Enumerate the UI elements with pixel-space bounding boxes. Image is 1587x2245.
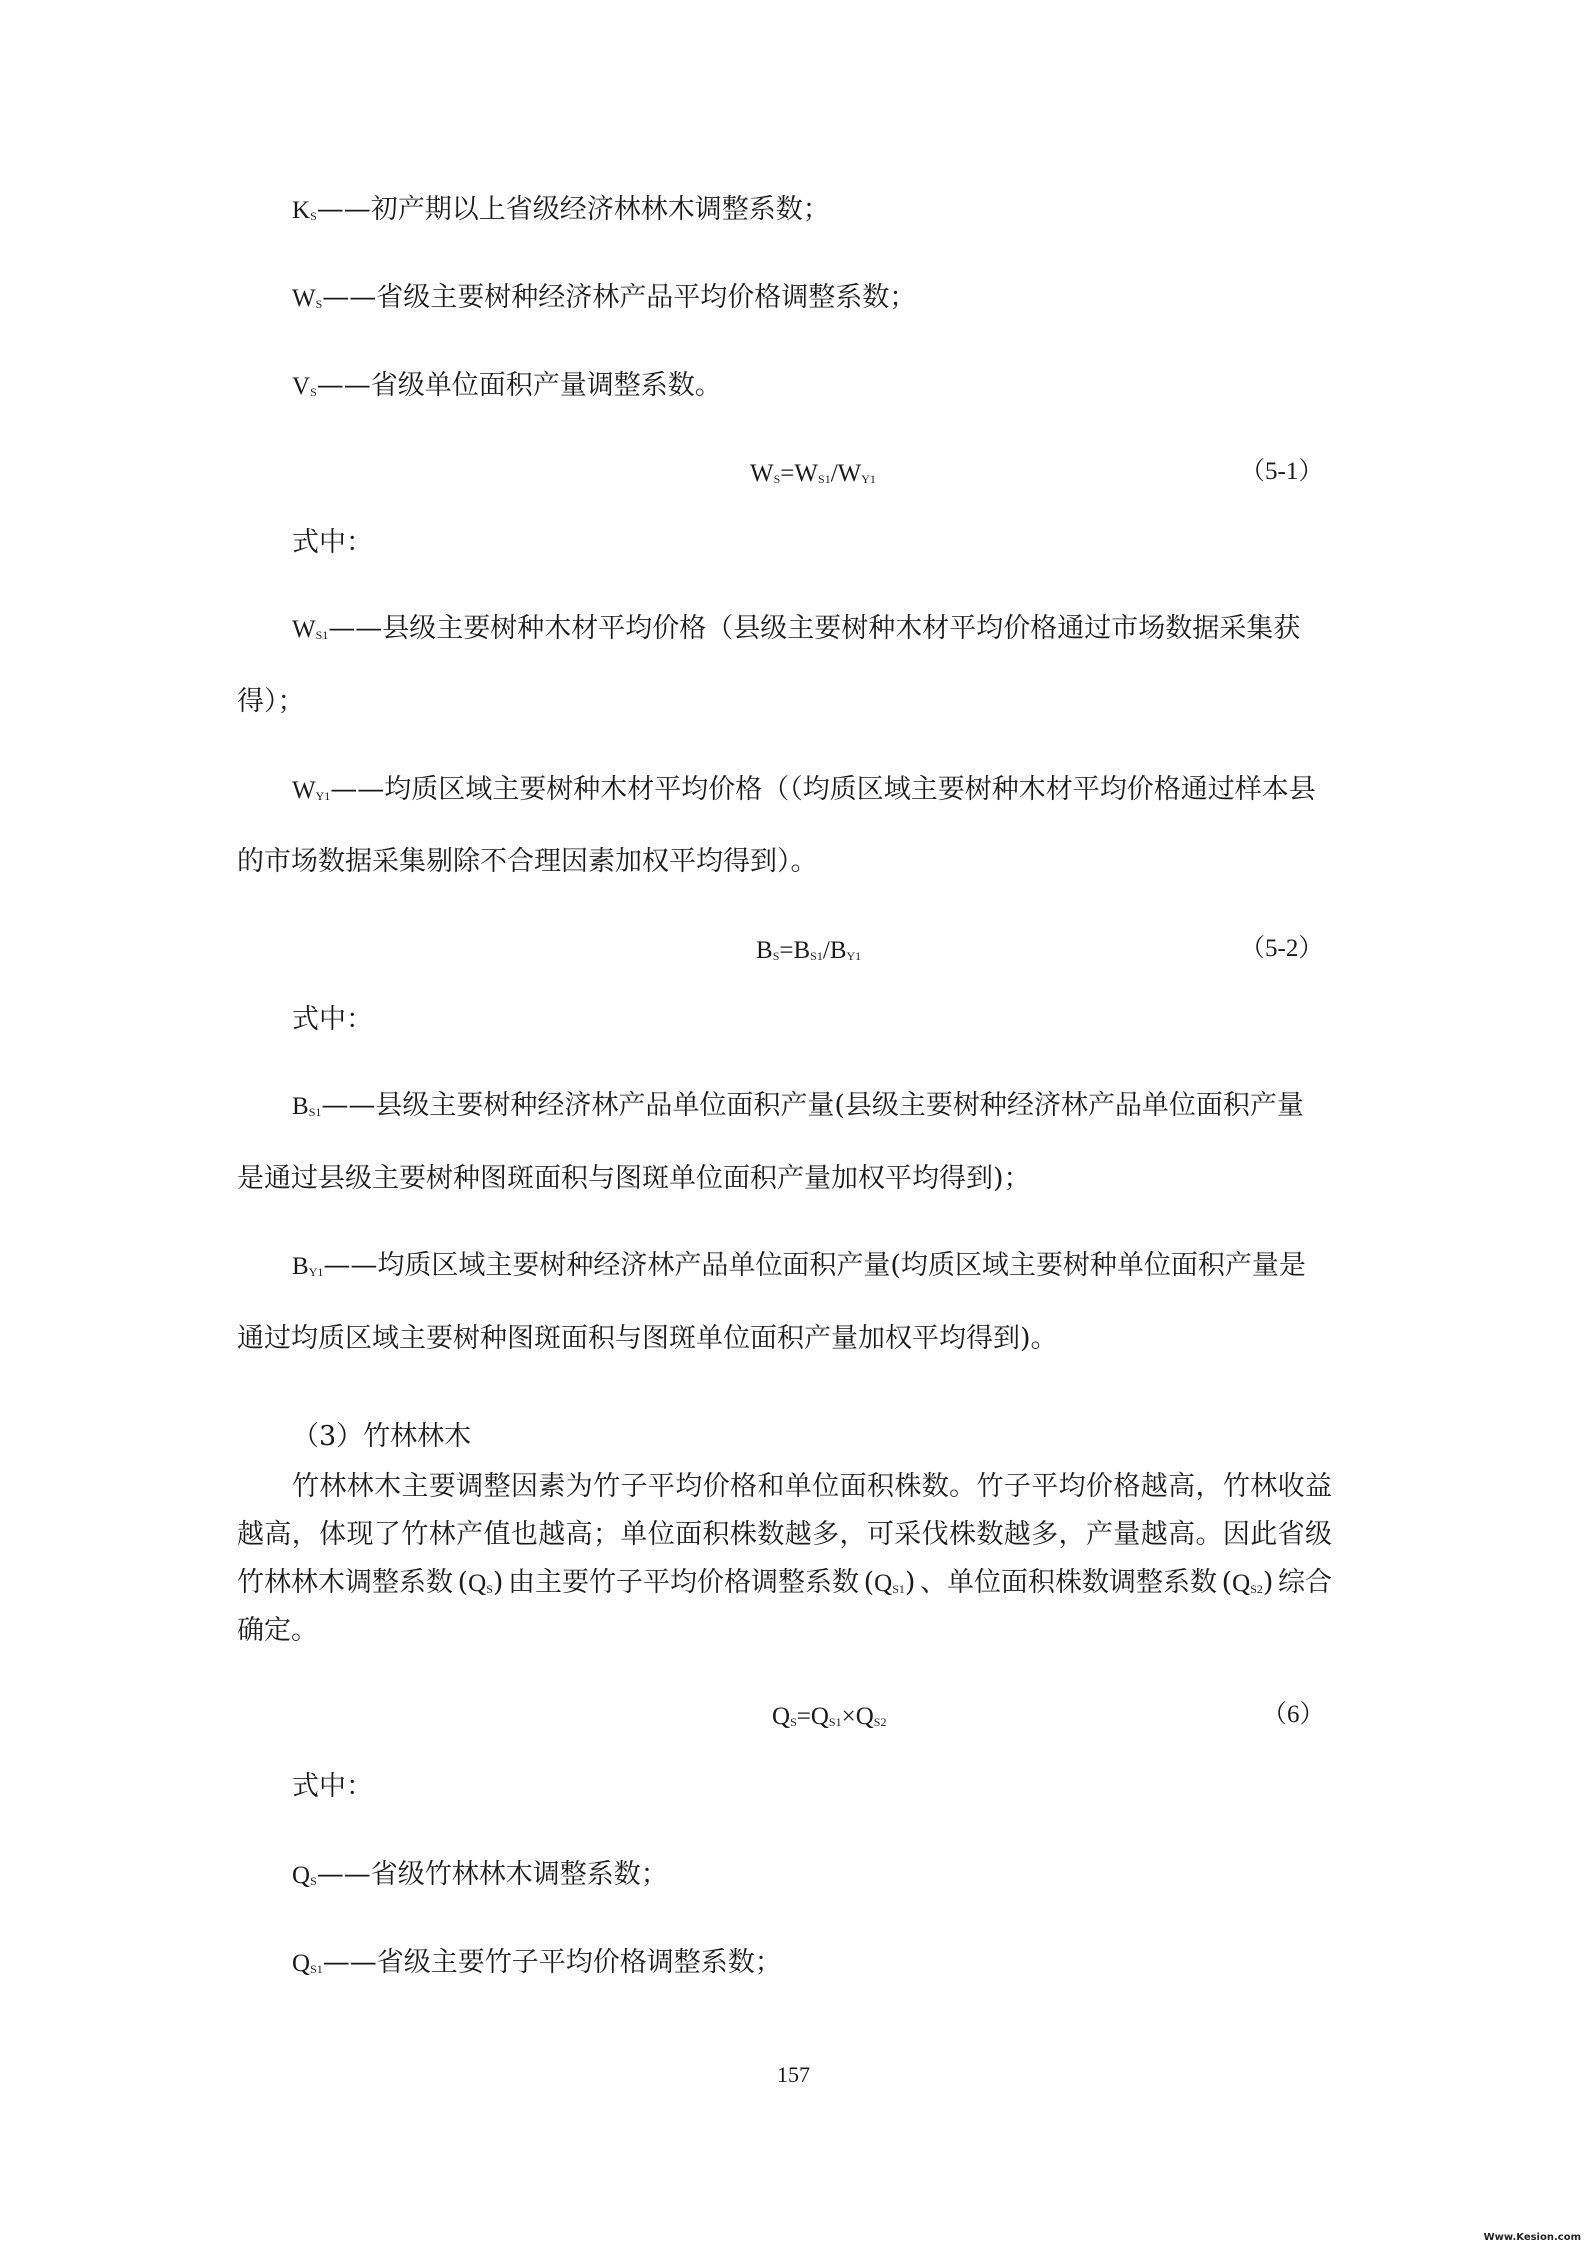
def-ks: $K_S——$初产期以上省级经济林林木调整系数； xyxy=(292,194,830,225)
def-by1: $B_{Y1}——$均质区域主要树种经济林产品单位面积产量(均质区域主要树种单位面积产量是 xyxy=(292,1250,1306,1281)
def-wy1-cont: 的市场数据采集剔除不合理因素加权平均得到）。 xyxy=(237,846,818,877)
where-label: 式中： xyxy=(292,527,373,558)
paragraph-line: 竹林林木主要调整因素为竹子平均价格和单位面积株数。竹子平均价格越高，竹林收益 xyxy=(292,1471,1332,1502)
page-number: 157 xyxy=(777,2062,810,2087)
def-by1-cont: 通过均质区域主要树种图斑面积与图斑单位面积产量加权平均得到)。 xyxy=(237,1323,1058,1354)
formula-5-1: $W_S=W_{S1}/W_{Y1}$ xyxy=(750,460,876,487)
paragraph-line: 确定。 xyxy=(237,1615,318,1646)
watermark: Www.Kesion.com xyxy=(1483,2232,1581,2243)
def-qs1: $Q_{S1}——$省级主要竹子平均价格调整系数； xyxy=(292,1947,782,1978)
where-label: 式中： xyxy=(292,1004,373,1035)
where-label: 式中： xyxy=(292,1771,373,1802)
paragraph-line: 越高，体现了竹林产值也越高；单位面积株数越多，可采伐株数越多，产量越高。因此省级 xyxy=(237,1519,1332,1550)
def-ws1: $W_{S1}——$县级主要树种木材平均价格（县级主要树种木材平均价格通过市场数据采集获 xyxy=(292,613,1301,644)
def-bs1: $B_{S1}——$县级主要树种经济林产品单位面积产量(县级主要树种经济林产品单位面积产量 xyxy=(292,1090,1304,1121)
formula-5-2: $B_S=B_{S1}/B_{Y1}$ xyxy=(756,937,862,964)
def-qs: $Q_S——$省级竹林林木调整系数； xyxy=(292,1859,668,1890)
def-vs: $V_S——$省级单位面积产量调整系数。 xyxy=(292,370,722,401)
section-heading: （3）竹林林木 xyxy=(292,1421,472,1452)
def-wy1: $W_{Y1}——$均质区域主要树种木材平均价格（（均质区域主要树种木材平均价格通过样本县 xyxy=(292,774,1316,805)
def-ws1-cont: 得）； xyxy=(237,686,305,717)
formula-number-6: （6） xyxy=(1262,1701,1325,1728)
def-bs1-cont: 是通过县级主要树种图斑面积与图斑单位面积产量加权平均得到)； xyxy=(237,1163,1031,1194)
formula-6: $Q_S=Q_{S1}\times Q_{S2}$ xyxy=(772,1703,887,1730)
paragraph-line: 竹林林木调整系数 $(Q_S)$ 由主要竹子平均价格调整系数 $(Q_{S1})$ 、单位面积株数调整系数 $(Q_{S2})$ 综合 xyxy=(237,1567,1332,1598)
def-ws: $W_S——$省级主要树种经济林产品平均价格调整系数； xyxy=(292,282,917,313)
formula-number-5-2: （5-2） xyxy=(1240,935,1324,962)
formula-number-5-1: （5-1） xyxy=(1240,458,1324,485)
